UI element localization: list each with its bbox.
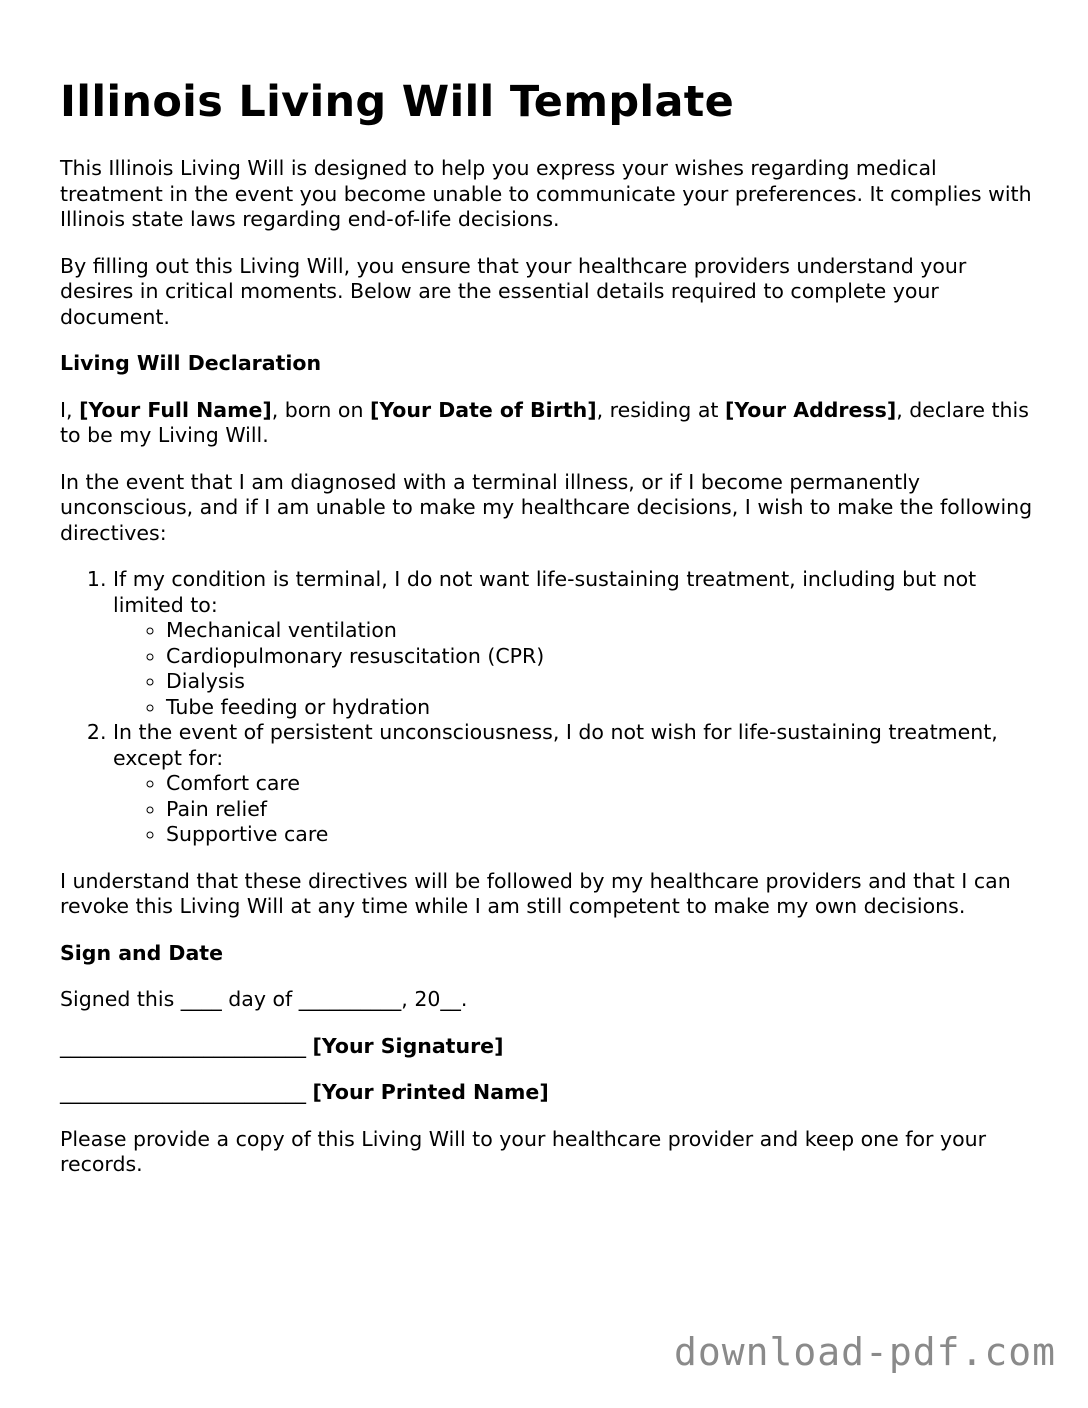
declaration-paragraph — [60, 398, 1035, 449]
date-of-birth-placeholder: [Your Date of Birth] — [369, 397, 597, 422]
intro-paragraph-1: This Illinois Living Will is designed to help you express your wishes regarding medical treatment in the event you become unable to communicate your preferences. It complies with Illinois state laws regarding end-of-life decisions. — [60, 156, 1032, 231]
declaration-suffix: , declare this to be my Living Will. — [60, 397, 1029, 447]
declaration-residing-text: , residing at — [596, 397, 725, 422]
sublist-item: ◦ Tube feeding or hydration — [166, 695, 1035, 721]
directive-sublist — [113, 618, 1035, 720]
printed-name-label: [Your Printed Name] — [312, 1080, 549, 1104]
directive-item — [113, 567, 1035, 720]
document-title: Illinois Living Will Template — [60, 77, 735, 127]
sublist-item: ◦ Cardiopulmonary resuscitation (CPR) — [166, 644, 1035, 670]
sublist-item: ◦ Mechanical ventilation — [166, 618, 1035, 644]
directive-text: If my condition is terminal, I do not want life-sustaining treatment, including but not limited to: — [113, 567, 977, 617]
signed-date-line: Signed this ____ day of __________, 20__. — [60, 987, 468, 1011]
sublist-item: ◦ Comfort care — [166, 771, 1035, 797]
intro-paragraph-2: By filling out this Living Will, you ensure that your healthcare providers understand your desires in critical moments. Below are the essential details required to complete your document. — [60, 253, 967, 329]
directive-sublist — [113, 771, 1035, 848]
closing-paragraph: Please provide a copy of this Living Will to your healthcare provider and keep one for your records. — [60, 1126, 987, 1176]
signature-row — [60, 1034, 1035, 1060]
directives-list — [60, 567, 1035, 848]
declaration-prefix: I, — [60, 397, 80, 422]
sign-heading: Sign and Date — [60, 940, 223, 965]
full-name-placeholder: [Your Full Name] — [79, 397, 272, 422]
conditions-paragraph: In the event that I am diagnosed with a terminal illness, or if I become permanently unconscious, and if I am unable to make my healthcare decisions, I wish to make the following directives: — [60, 469, 1033, 545]
sublist-item: ◦ Dialysis — [166, 669, 1035, 695]
signature-blank: ________________________ — [60, 1033, 306, 1058]
understanding-paragraph: I understand that these directives will be followed by my healthcare providers and that I can revoke this Living Will at any time while I am still competent to make my own decisions. — [60, 868, 1011, 918]
printed-name-row — [60, 1080, 1035, 1106]
declaration-heading: Living Will Declaration — [60, 351, 322, 375]
signature-label: [Your Signature] — [312, 1033, 504, 1058]
directive-item — [113, 720, 1035, 848]
document-page — [60, 76, 1035, 1199]
declaration-born-text: , born on — [271, 397, 370, 422]
directive-text: In the event of persistent unconsciousness, I do not wish for life-sustaining treatment, except for: — [113, 720, 998, 770]
sublist-item: ◦ Pain relief — [166, 797, 1035, 823]
printed-name-blank: ________________________ — [60, 1080, 306, 1104]
address-placeholder: [Your Address] — [724, 397, 897, 422]
sublist-item: ◦ Supportive care — [166, 822, 1035, 848]
watermark: download-pdf.com — [673, 1330, 1056, 1374]
